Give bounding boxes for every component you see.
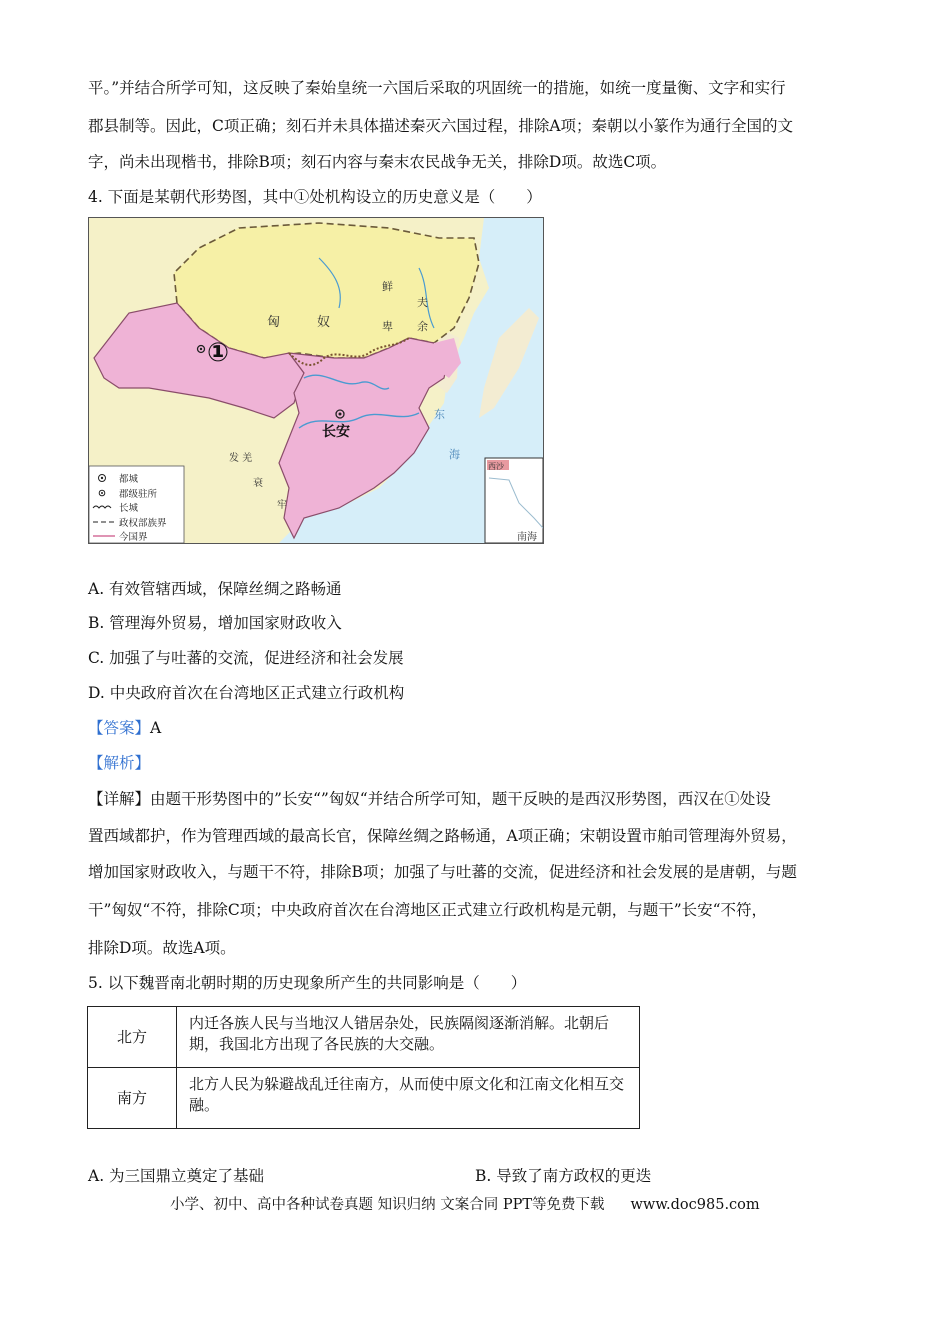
legend-commandery: 郡级驻所 (119, 489, 158, 500)
detail-line-4: 干”匈奴“不符，排除C项；中央政府首次在台湾地区正式建立行政机构是元朝，与题干”长安“不符， (88, 901, 768, 919)
detail-text-1: 由题干形势图中的”长安“”匈奴“并结合所学可知，题干反映的是西汉形势图，西汉在①处设 (150, 790, 771, 808)
legend-capital: 都城 (119, 474, 139, 485)
analysis-tag: 【解析】 (88, 754, 151, 772)
label-fu: 夫 (417, 296, 428, 309)
analysis-line-1: 平。”并结合所学可知，这反映了秦始皇统一六国后采取的巩固统一的措施，如统一度量衡、文字和实行 (88, 79, 786, 97)
label-nu: 奴 (317, 315, 331, 330)
comparison-table (87, 1006, 640, 1129)
svg-text:海: 海 (449, 448, 460, 461)
answer-line (88, 717, 161, 739)
label-shuai: 衰 (253, 478, 263, 489)
han-dynasty-map (88, 217, 544, 544)
svg-text:东: 东 (434, 408, 445, 421)
label-xiong: 匈 (267, 315, 281, 330)
q5-option-b: B. 导致了南方政权的更迭 (475, 1167, 652, 1185)
option-d: D. 中央政府首次在台湾地区正式建立行政机构 (88, 684, 405, 702)
legend-modern-border: 今国界 (119, 532, 148, 543)
table-row (88, 1068, 640, 1129)
detail-line-5: 排除D项。故选A项。 (88, 939, 236, 957)
label-xian: 鲜 (382, 280, 393, 293)
detail-line-3: 增加国家财政收入，与题干不符，排除B项；加强了与吐蕃的交流，促进经济和社会发展的是唐朝，与题 (88, 863, 797, 881)
capital-label: 长安 (322, 424, 350, 440)
inset-label: 南海 (517, 532, 537, 543)
site-marker-1: ① (207, 338, 230, 368)
answer-tag: 【答案】 (88, 719, 151, 737)
legend-great-wall: 长城 (119, 503, 139, 514)
question-4-stem: 4. 下面是某朝代形势图，其中①处机构设立的历史意义是（ ） (88, 188, 542, 206)
label-lao: 牢 (277, 500, 287, 511)
region-cell: 北方 (88, 1007, 177, 1068)
analysis-line-2: 郡县制等。因此，C项正确；刻石并未具体描述秦灭六国过程，排除A项；秦朝以小篆作为通行全国的文 (88, 117, 794, 135)
detail-line-1 (88, 788, 771, 810)
detail-tag: 【详解】 (88, 790, 151, 808)
inset-title: 西沙 (488, 462, 504, 471)
option-b: B. 管理海外贸易，增加国家财政收入 (88, 614, 342, 632)
description-cell: 内迁各族人民与当地汉人错居杂处，民族隔阂逐渐消解。北朝后期，我国北方出现了各民族的大交融。 (177, 1007, 640, 1068)
option-a: A. 有效管辖西域，保障丝绸之路畅通 (88, 580, 342, 598)
description-cell: 北方人民为躲避战乱迁往南方，从而使中原文化和江南文化相互交融。 (177, 1068, 640, 1129)
question-5-stem: 5. 以下魏晋南北朝时期的历史现象所产生的共同影响是（ ） (88, 974, 527, 992)
option-c: C. 加强了与吐蕃的交流，促进经济和社会发展 (88, 649, 404, 667)
analysis-line-3: 字，尚未出现楷书，排除B项；刻石内容与秦末农民战争无关，排除D项。故选C项。 (88, 153, 667, 171)
table-row (88, 1007, 640, 1068)
legend-regime-boundary: 政权部族界 (119, 518, 167, 529)
region-cell: 南方 (88, 1068, 177, 1129)
answer-value: A (150, 719, 162, 737)
page-footer (170, 1193, 760, 1214)
q5-option-a: A. 为三国鼎立奠定了基础 (88, 1167, 265, 1185)
footer-url[interactable]: www.doc985.com (630, 1197, 760, 1213)
detail-line-2: 置西域都护，作为管理西域的最高长官，保障丝绸之路畅通，A项正确；宋朝设置市舶司管理海外贸易， (88, 827, 797, 845)
label-fa-qiang: 发 羌 (229, 453, 253, 464)
label-yu: 余 (417, 320, 428, 333)
label-bei: 卑 (382, 320, 393, 333)
footer-text: 小学、初中、高中各种试卷真题 知识归纳 文案合同 PPT等免费下载 (170, 1197, 605, 1213)
